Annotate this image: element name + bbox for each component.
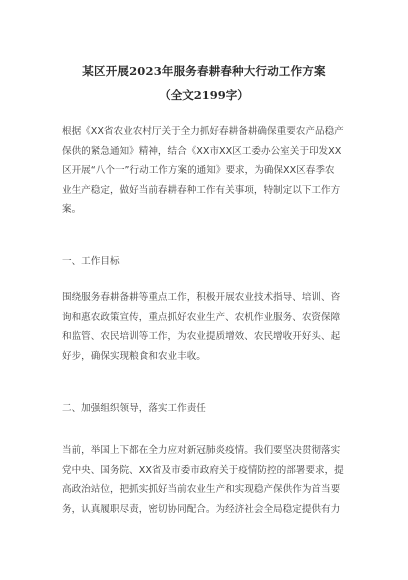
section-heading-leadership: 二、加强组织领导，落实工作责任 <box>62 403 206 414</box>
paragraph-line: 务，认真履职尽责，密切协同配合。为经济社会全局稳定提供有力 <box>62 503 341 515</box>
intro-paragraph <box>62 122 348 220</box>
document-subtitle: （全文2199字） <box>159 88 249 102</box>
leadership-paragraph <box>62 441 348 519</box>
paragraph-line: 根据《XX省农业农村厅关于全力抓好春耕备耕确保重要农产品稳产 <box>62 126 344 137</box>
paragraph-line: 围绕服务春耕备耕等重点工作，积极开展农业技术指导、培训、咨 <box>62 292 341 303</box>
goals-paragraph <box>62 288 348 366</box>
paragraph-line: 案。 <box>62 204 82 215</box>
paragraph-line: 区开展“八个一”行动工作方案的通知》要求，为确保XX区春季农 <box>62 165 335 176</box>
section-heading-goals: 一、工作目标 <box>62 256 120 267</box>
paragraph-line: 党中央、国务院、XX省及市委市政府关于疫情防控的部署要求，提 <box>62 464 344 476</box>
paragraph-line: 保供的紧急通知》精神，结合《XX市XX区工委办公室关于印发XX <box>62 145 342 157</box>
paragraph-line: 业生产稳定，做好当前春耕春种工作有关事项，特制定以下工作方 <box>62 184 341 196</box>
paragraph-line: 高政治站位，把抓实抓好当前农业生产和实现稳产保供作为首当要 <box>62 484 341 495</box>
document-title: 某区开展2023年服务春耕春种大行动工作方案 <box>82 64 326 78</box>
paragraph-line: 询和惠农政策宣传，重点抓好农业生产、农机作业服务、农资保障 <box>62 311 341 323</box>
paragraph-line: 好步，确保实现粮食和农业丰收。 <box>62 350 206 362</box>
paragraph-line: 和监管、农民培训等工作，为农业提质增效、农民增收开好头、起 <box>62 331 341 342</box>
paragraph-line: 当前，举国上下都在全力应对新冠肺炎疫情。我们要坚决贯彻落实 <box>62 445 341 456</box>
